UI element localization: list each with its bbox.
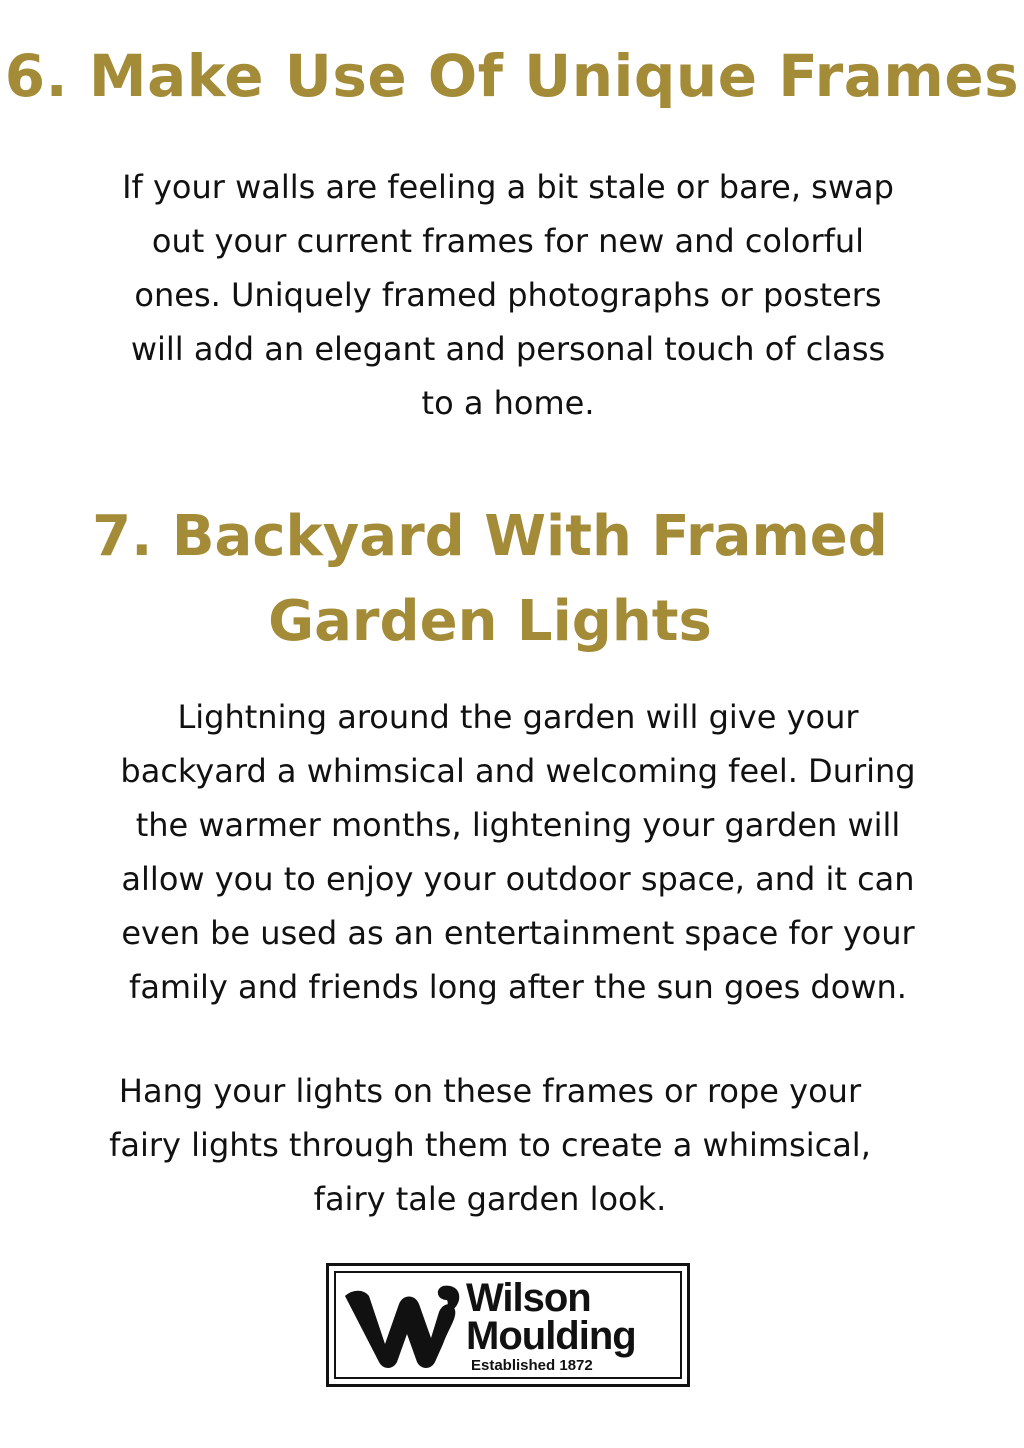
logo-wordmark-wilson: Wilson (466, 1276, 591, 1320)
wilson-w-mark-icon (343, 1282, 461, 1372)
section-7-body-2-line: fairy lights through them to create a whimsical, (109, 1126, 871, 1164)
section-6-body-line: ones. Uniquely framed photographs or posters (134, 276, 882, 314)
section-7-body-line: Lightning around the garden will give your (177, 698, 859, 736)
section-7-body-2-line: Hang your lights on these frames or rope your (118, 1072, 862, 1110)
section-7-body-line: even be used as an entertainment space for your (121, 914, 915, 952)
section-7-body (6, 690, 1024, 1014)
section-7-heading-line-1: 7. Backyard With Framed (92, 504, 888, 569)
section-7-body-line: allow you to enjoy your outdoor space, and it can (121, 860, 915, 898)
section-6-heading: 6. Make Use Of Unique Frames (4, 42, 1020, 110)
section-7-body-line: the warmer months, lightening your garden will (135, 806, 901, 844)
logo-wordmark-moulding: Moulding (466, 1314, 636, 1358)
section-7-heading-line-2: Garden Lights (268, 589, 712, 654)
section-6-body-line: to a home. (421, 384, 595, 422)
section-6-body-line: will add an elegant and personal touch of class (130, 330, 886, 368)
section-6-body-line: out your current frames for new and colorful (151, 222, 865, 260)
section-7-body-line: backyard a whimsical and welcoming feel. During (120, 752, 916, 790)
section-6-body-line: If your walls are feeling a bit stale or bare, swap (122, 168, 894, 206)
wilson-moulding-logo (326, 1263, 690, 1387)
section-7-body-2-line: fairy tale garden look. (313, 1180, 667, 1218)
section-6-body (0, 160, 1020, 430)
section-7-body-line: family and friends long after the sun goes down. (129, 968, 907, 1006)
section-7-body-2 (0, 1064, 1002, 1226)
logo-established-text: Established 1872 (471, 1357, 593, 1374)
